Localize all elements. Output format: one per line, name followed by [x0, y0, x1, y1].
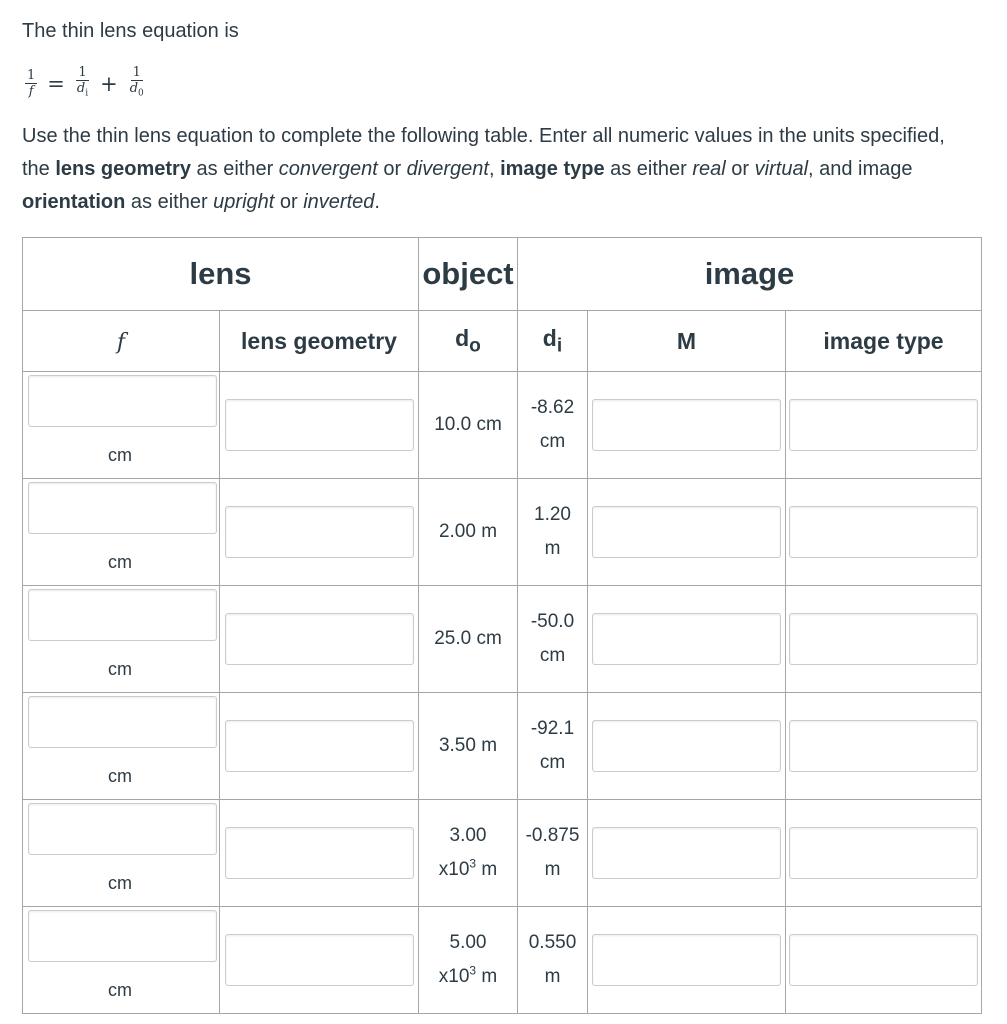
do-value: 5.00 [449, 932, 487, 953]
table-row [23, 479, 982, 586]
instr-text: or [725, 158, 755, 180]
lens-geometry-input[interactable] [225, 827, 414, 879]
col-label-di-sub: i [556, 335, 563, 357]
di-value: -50.0 [530, 611, 575, 632]
instr-italic-real: real [692, 158, 726, 180]
do-cell [419, 372, 518, 479]
di-unit: cm [539, 645, 566, 666]
instr-italic-upright: upright [213, 191, 275, 213]
col-header-lens-geometry [220, 311, 419, 372]
instr-text: , [488, 158, 501, 180]
numerator: 1 [78, 65, 87, 81]
do-unit: m [476, 966, 498, 987]
lens-geometry-input[interactable] [225, 399, 414, 451]
image-type-cell [786, 479, 982, 586]
m-cell [588, 907, 786, 1014]
group-label-lens: lens [189, 256, 252, 291]
di-value: 1.20 [534, 504, 571, 525]
col-header-di [518, 311, 588, 372]
di-unit: cm [539, 431, 566, 452]
do-cell [419, 693, 518, 800]
f-cell [23, 907, 220, 1014]
di-value: -0.875 [525, 825, 580, 846]
group-header-image [518, 238, 982, 311]
do-unit: m [476, 859, 498, 880]
instr-bold-image-type: image type [500, 158, 605, 180]
lens-geometry-input[interactable] [225, 613, 414, 665]
di-unit: m [544, 859, 561, 880]
image-type-input[interactable] [789, 399, 978, 451]
di-cell [518, 800, 588, 907]
m-cell [588, 693, 786, 800]
group-label-object: object [422, 256, 514, 291]
m-cell [588, 800, 786, 907]
instr-text: as either [604, 158, 693, 180]
image-type-input[interactable] [789, 506, 978, 558]
di-cell [518, 586, 588, 693]
f-input[interactable] [28, 696, 217, 748]
do-cell [419, 800, 518, 907]
magnification-input[interactable] [592, 613, 781, 665]
col-label-do-sub: o [469, 335, 481, 357]
f-unit-label: cm [108, 552, 132, 572]
image-type-cell [786, 586, 982, 693]
image-type-input[interactable] [789, 934, 978, 986]
instr-text: . [374, 191, 380, 213]
do-exponent: 3 [469, 963, 477, 978]
image-type-cell [786, 907, 982, 1014]
di-cell [518, 693, 588, 800]
magnification-input[interactable] [592, 399, 781, 451]
col-header-f [23, 311, 220, 372]
do-value: 10.0 cm [434, 414, 502, 435]
do-multiplier: x10 [438, 859, 470, 880]
m-cell [588, 586, 786, 693]
instr-bold-orientation: orientation [22, 191, 126, 213]
table-row [23, 693, 982, 800]
f-unit-label: cm [108, 659, 132, 679]
m-cell [588, 479, 786, 586]
den-var: d [76, 81, 86, 97]
plus-sign: + [100, 72, 118, 96]
col-label-f: f [116, 329, 126, 355]
fraction-1-over-f [25, 69, 37, 99]
di-value: -92.1 [530, 718, 575, 739]
lens-geometry-input[interactable] [225, 506, 414, 558]
table-row [23, 586, 982, 693]
lens-geometry-cell [220, 586, 419, 693]
image-type-cell [786, 372, 982, 479]
thin-lens-equation [22, 62, 149, 106]
instr-text: , and image [808, 158, 913, 180]
image-type-input[interactable] [789, 613, 978, 665]
lens-geometry-cell [220, 800, 419, 907]
group-header-object [419, 238, 518, 311]
f-cell [23, 800, 220, 907]
do-value: 3.00 [449, 825, 487, 846]
f-cell [23, 372, 220, 479]
numerator: 1 [27, 68, 36, 83]
do-cell [419, 907, 518, 1014]
di-unit: cm [539, 752, 566, 773]
di-unit: m [544, 538, 561, 559]
table-row [23, 800, 982, 907]
f-input[interactable] [28, 482, 217, 534]
group-label-image: image [704, 256, 795, 291]
lens-geometry-input[interactable] [225, 934, 414, 986]
den-subscript: 0 [138, 88, 144, 99]
table-row [23, 372, 982, 479]
den-subscript: i [85, 88, 89, 99]
f-unit-label: cm [108, 445, 132, 465]
intro-text: The thin lens equation is [22, 20, 239, 42]
magnification-input[interactable] [592, 720, 781, 772]
fraction-1-over-di [75, 66, 90, 102]
f-input[interactable] [28, 375, 217, 427]
col-label-do: d [455, 324, 470, 351]
instr-italic-convergent: convergent [278, 158, 378, 180]
group-header-lens [23, 238, 419, 311]
f-cell [23, 586, 220, 693]
instr-text: Use the thin lens equation to complete the following table. Enter all numeric values in the units specified, the [22, 125, 945, 180]
lens-geometry-cell [220, 693, 419, 800]
instr-bold-lens-geometry: lens geometry [55, 158, 191, 180]
di-value: 0.550 [528, 932, 577, 953]
do-multiplier: x10 [438, 966, 470, 987]
col-header-image-type [786, 311, 982, 372]
image-type-input[interactable] [789, 720, 978, 772]
f-cell [23, 693, 220, 800]
f-unit-label: cm [108, 766, 132, 786]
denominator [75, 81, 90, 102]
numerator: 1 [132, 65, 141, 81]
instr-text: or [274, 191, 304, 213]
denominator [128, 81, 146, 102]
col-label-m: M [676, 327, 697, 354]
f-input[interactable] [28, 910, 217, 962]
magnification-input[interactable] [592, 827, 781, 879]
col-label-image-type: image type [823, 327, 944, 354]
f-cell [23, 479, 220, 586]
f-unit-label: cm [108, 873, 132, 893]
col-label-di: d [542, 324, 557, 351]
di-cell [518, 372, 588, 479]
di-unit: m [544, 966, 561, 987]
lens-geometry-input[interactable] [225, 720, 414, 772]
instr-text: as either [125, 191, 214, 213]
di-cell [518, 479, 588, 586]
do-value: 25.0 cm [434, 628, 502, 649]
do-cell [419, 586, 518, 693]
col-header-do [419, 311, 518, 372]
col-header-m [588, 311, 786, 372]
magnification-input[interactable] [592, 506, 781, 558]
f-input[interactable] [28, 589, 217, 641]
instr-text: or [377, 158, 407, 180]
di-cell [518, 907, 588, 1014]
image-type-cell [786, 693, 982, 800]
do-exponent: 3 [469, 856, 477, 871]
do-value: 2.00 m [438, 521, 498, 542]
image-type-cell [786, 800, 982, 907]
m-cell [588, 372, 786, 479]
den-var: d [129, 81, 139, 97]
instr-text: as either [190, 158, 279, 180]
lens-geometry-cell [220, 479, 419, 586]
magnification-input[interactable] [592, 934, 781, 986]
lens-geometry-cell [220, 372, 419, 479]
image-type-input[interactable] [789, 827, 978, 879]
equals-sign: = [47, 72, 65, 96]
f-input[interactable] [28, 803, 217, 855]
instr-italic-divergent: divergent [406, 158, 489, 180]
col-label-lens-geometry: lens geometry [241, 327, 397, 354]
lens-table [22, 237, 982, 1014]
denominator: f [28, 84, 34, 99]
di-value: -8.62 [530, 397, 575, 418]
lens-geometry-cell [220, 907, 419, 1014]
fraction-1-over-do [128, 66, 146, 102]
instr-italic-inverted: inverted [303, 191, 375, 213]
instr-italic-virtual: virtual [754, 158, 809, 180]
table-row [23, 907, 982, 1014]
f-unit-label: cm [108, 980, 132, 1000]
do-cell [419, 479, 518, 586]
instructions-paragraph [22, 120, 972, 219]
do-value: 3.50 m [438, 735, 498, 756]
